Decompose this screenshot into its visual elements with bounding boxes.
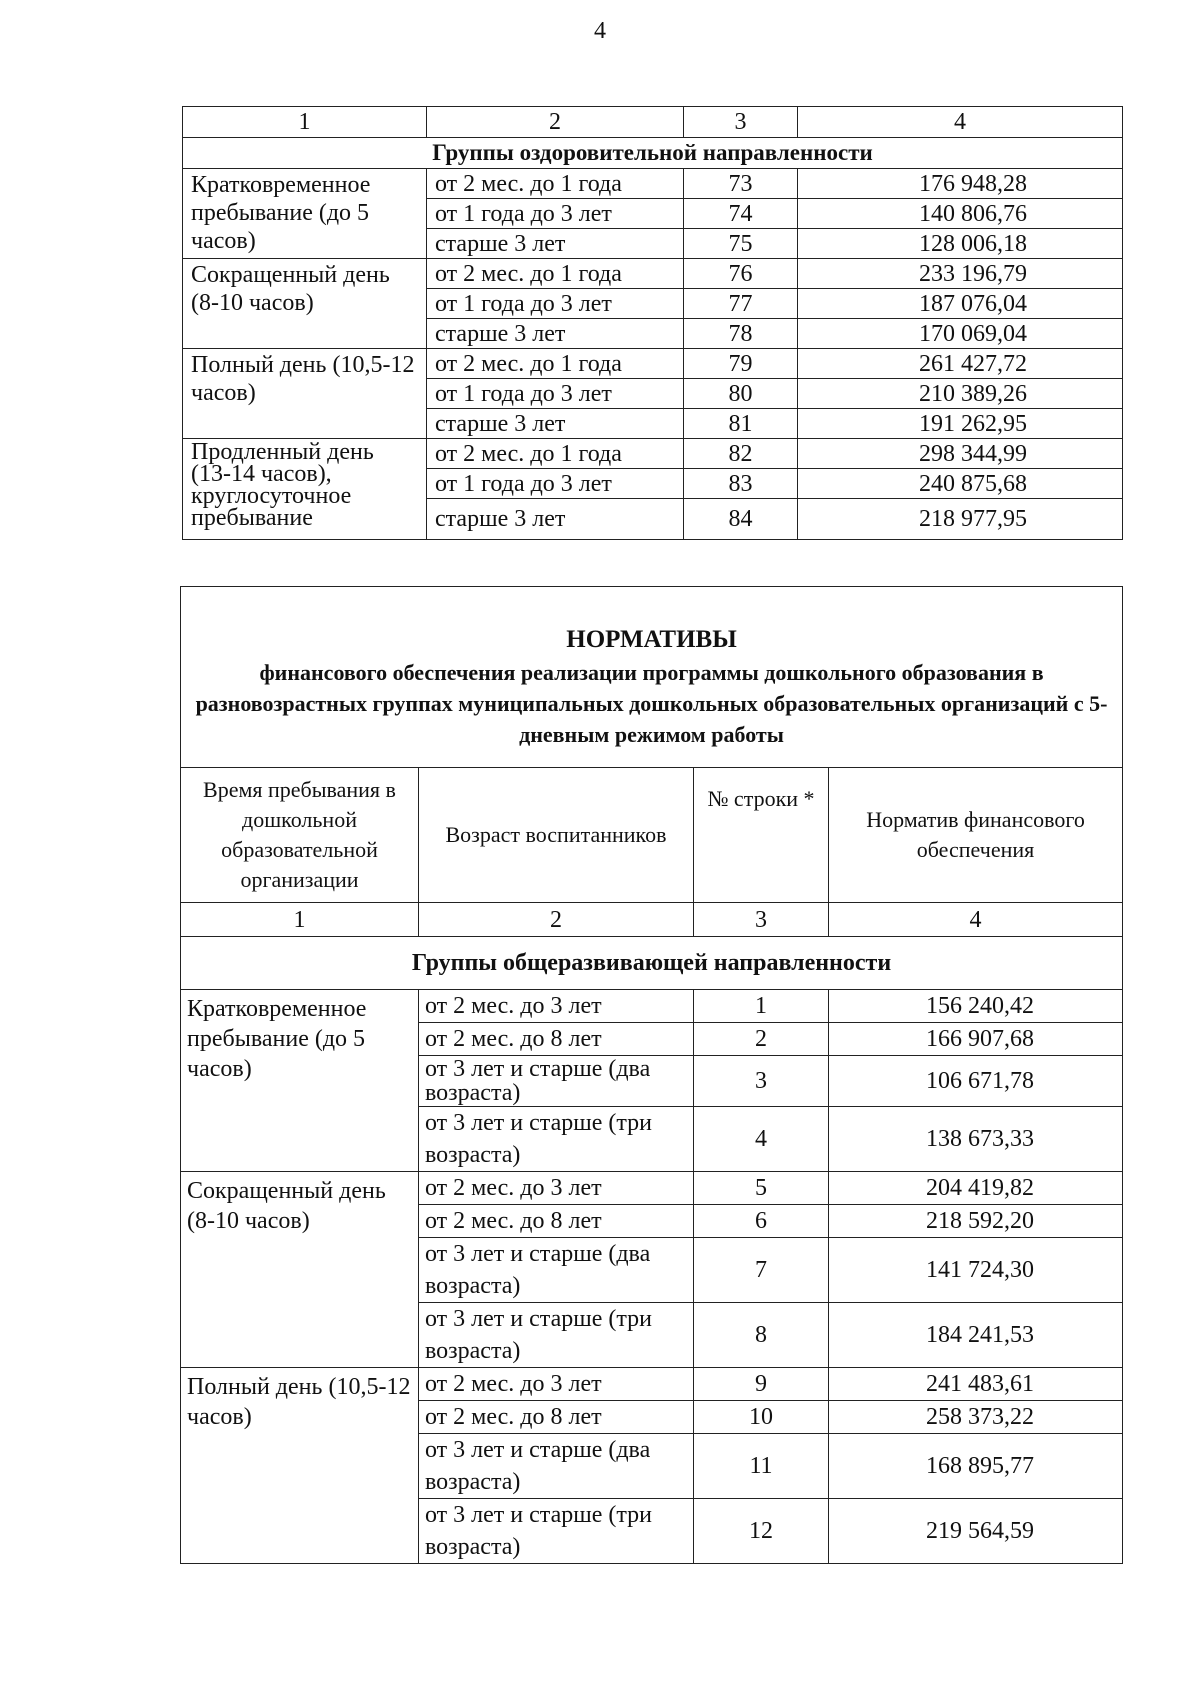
column-header-row	[181, 768, 1123, 903]
stay-category-cell: Полный день (10,5-12 часов)	[183, 349, 427, 439]
standard-value-cell: 240 875,68	[798, 469, 1123, 499]
standard-value-cell: 204 419,82	[829, 1172, 1123, 1205]
standard-value-cell: 141 724,30	[829, 1238, 1123, 1303]
age-cell: старше 3 лет	[427, 409, 684, 439]
col-number-cell: 1	[183, 107, 427, 138]
standard-value-cell: 156 240,42	[829, 990, 1123, 1023]
col-number-cell: 2	[427, 107, 684, 138]
age-cell: от 3 лет и старше (два возраста)	[419, 1238, 694, 1303]
standard-value-cell: 176 948,28	[798, 169, 1123, 199]
group-heading: Группы общеразвивающей направленности	[181, 937, 1123, 990]
line-number-cell: 3	[694, 1056, 829, 1107]
health-groups-table	[182, 106, 1123, 540]
standard-value-cell: 187 076,04	[798, 289, 1123, 319]
age-cell: от 1 года до 3 лет	[427, 469, 684, 499]
age-cell: от 2 мес. до 8 лет	[419, 1205, 694, 1238]
age-cell: от 3 лет и старше (три возраста)	[419, 1499, 694, 1564]
document-title: НОРМАТИВЫ	[566, 625, 737, 653]
stay-category-cell: Сокращенный день (8-10 часов)	[183, 259, 427, 349]
table-row	[183, 169, 1123, 199]
age-cell: от 2 мес. до 1 года	[427, 259, 684, 289]
standard-value-cell: 258 373,22	[829, 1401, 1123, 1434]
title-row	[181, 587, 1123, 768]
stay-category-cell: Кратковременное пребывание (до 5 часов)	[181, 990, 419, 1172]
col-number-cell: 4	[798, 107, 1123, 138]
standard-value-cell: 191 262,95	[798, 409, 1123, 439]
column-number-row	[183, 107, 1123, 138]
column-header-standard: Норматив финансового обеспечения	[829, 768, 1123, 903]
group-heading-row	[183, 138, 1123, 169]
table-row	[181, 990, 1123, 1023]
age-cell: от 2 мес. до 3 лет	[419, 1368, 694, 1401]
standard-value-cell: 241 483,61	[829, 1368, 1123, 1401]
stay-category-cell: Сокращенный день (8-10 часов)	[181, 1172, 419, 1368]
health-groups-body	[183, 107, 1123, 540]
line-number-cell: 6	[694, 1205, 829, 1238]
age-cell: от 2 мес. до 1 года	[427, 439, 684, 469]
title-cell	[181, 587, 1123, 768]
line-number-cell: 84	[684, 499, 798, 540]
col-number-cell: 3	[694, 903, 829, 937]
age-cell: старше 3 лет	[427, 499, 684, 540]
line-number-cell: 7	[694, 1238, 829, 1303]
age-cell: от 3 лет и старше (два возраста)	[419, 1434, 694, 1499]
col-number-cell: 2	[419, 903, 694, 937]
age-cell: от 2 мес. до 3 лет	[419, 990, 694, 1023]
standard-value-cell: 218 592,20	[829, 1205, 1123, 1238]
standard-value-cell: 138 673,33	[829, 1107, 1123, 1172]
age-cell: от 1 года до 3 лет	[427, 199, 684, 229]
age-cell: от 2 мес. до 3 лет	[419, 1172, 694, 1205]
line-number-cell: 9	[694, 1368, 829, 1401]
stay-category-cell: Полный день (10,5-12 часов)	[181, 1368, 419, 1564]
table-row	[183, 259, 1123, 289]
age-cell: от 3 лет и старше (два возраста)	[419, 1056, 694, 1107]
line-number-cell: 74	[684, 199, 798, 229]
standard-value-cell: 166 907,68	[829, 1023, 1123, 1056]
line-number-cell: 83	[684, 469, 798, 499]
stay-category-cell: Кратковременное пребывание (до 5 часов)	[183, 169, 427, 259]
standard-value-cell: 233 196,79	[798, 259, 1123, 289]
line-number-cell: 73	[684, 169, 798, 199]
standard-value-cell: 140 806,76	[798, 199, 1123, 229]
table-row	[181, 1172, 1123, 1205]
line-number-cell: 81	[684, 409, 798, 439]
col-number-cell: 3	[684, 107, 798, 138]
line-number-cell: 4	[694, 1107, 829, 1172]
col-number-cell: 4	[829, 903, 1123, 937]
column-header-age: Возраст воспитанников	[419, 768, 694, 903]
standard-value-cell: 168 895,77	[829, 1434, 1123, 1499]
table-row	[181, 1368, 1123, 1401]
line-number-cell: 2	[694, 1023, 829, 1056]
line-number-cell: 8	[694, 1303, 829, 1368]
page-number: 4	[594, 18, 606, 44]
line-number-cell: 12	[694, 1499, 829, 1564]
age-cell: от 3 лет и старше (три возраста)	[419, 1303, 694, 1368]
col-number-cell: 1	[181, 903, 419, 937]
standard-value-cell: 106 671,78	[829, 1056, 1123, 1107]
line-number-cell: 10	[694, 1401, 829, 1434]
line-number-cell: 82	[684, 439, 798, 469]
age-cell: от 2 мес. до 1 года	[427, 169, 684, 199]
column-header-line-number: № строки *	[694, 768, 829, 903]
standard-value-cell: 218 977,95	[798, 499, 1123, 540]
column-header-stay-time: Время пребывания в дошкольной образовательной организации	[181, 768, 419, 903]
line-number-cell: 78	[684, 319, 798, 349]
age-cell: от 2 мес. до 8 лет	[419, 1023, 694, 1056]
standard-value-cell: 261 427,72	[798, 349, 1123, 379]
age-cell: старше 3 лет	[427, 319, 684, 349]
standard-value-cell: 219 564,59	[829, 1499, 1123, 1564]
line-number-cell: 77	[684, 289, 798, 319]
age-cell: от 2 мес. до 1 года	[427, 349, 684, 379]
line-number-cell: 79	[684, 349, 798, 379]
age-cell: от 1 года до 3 лет	[427, 379, 684, 409]
line-number-cell: 5	[694, 1172, 829, 1205]
group-heading-row	[181, 937, 1123, 990]
standard-value-cell: 170 069,04	[798, 319, 1123, 349]
age-cell: старше 3 лет	[427, 229, 684, 259]
table-row	[183, 349, 1123, 379]
standard-value-cell: 128 006,18	[798, 229, 1123, 259]
stay-category-cell: Продленный день (13-14 часов), круглосуточное пребывание	[183, 439, 427, 540]
document-subtitle: финансового обеспечения реализации программы дошкольного образования в разновозрастных группах муниципальных дошкольных образовательных организаций с 5-дневным режимом работы	[195, 659, 1108, 747]
mixed-age-standards-table	[180, 586, 1123, 1564]
line-number-cell: 75	[684, 229, 798, 259]
age-cell: от 1 года до 3 лет	[427, 289, 684, 319]
line-number-cell: 76	[684, 259, 798, 289]
mixed-age-standards-body	[181, 587, 1123, 1564]
line-number-cell: 1	[694, 990, 829, 1023]
line-number-cell: 11	[694, 1434, 829, 1499]
group-heading: Группы оздоровительной направленности	[183, 138, 1123, 169]
standard-value-cell: 184 241,53	[829, 1303, 1123, 1368]
line-number-cell: 80	[684, 379, 798, 409]
standard-value-cell: 210 389,26	[798, 379, 1123, 409]
age-cell: от 2 мес. до 8 лет	[419, 1401, 694, 1434]
standard-value-cell: 298 344,99	[798, 439, 1123, 469]
column-number-row	[181, 903, 1123, 937]
table-row	[183, 439, 1123, 469]
age-cell: от 3 лет и старше (три возраста)	[419, 1107, 694, 1172]
